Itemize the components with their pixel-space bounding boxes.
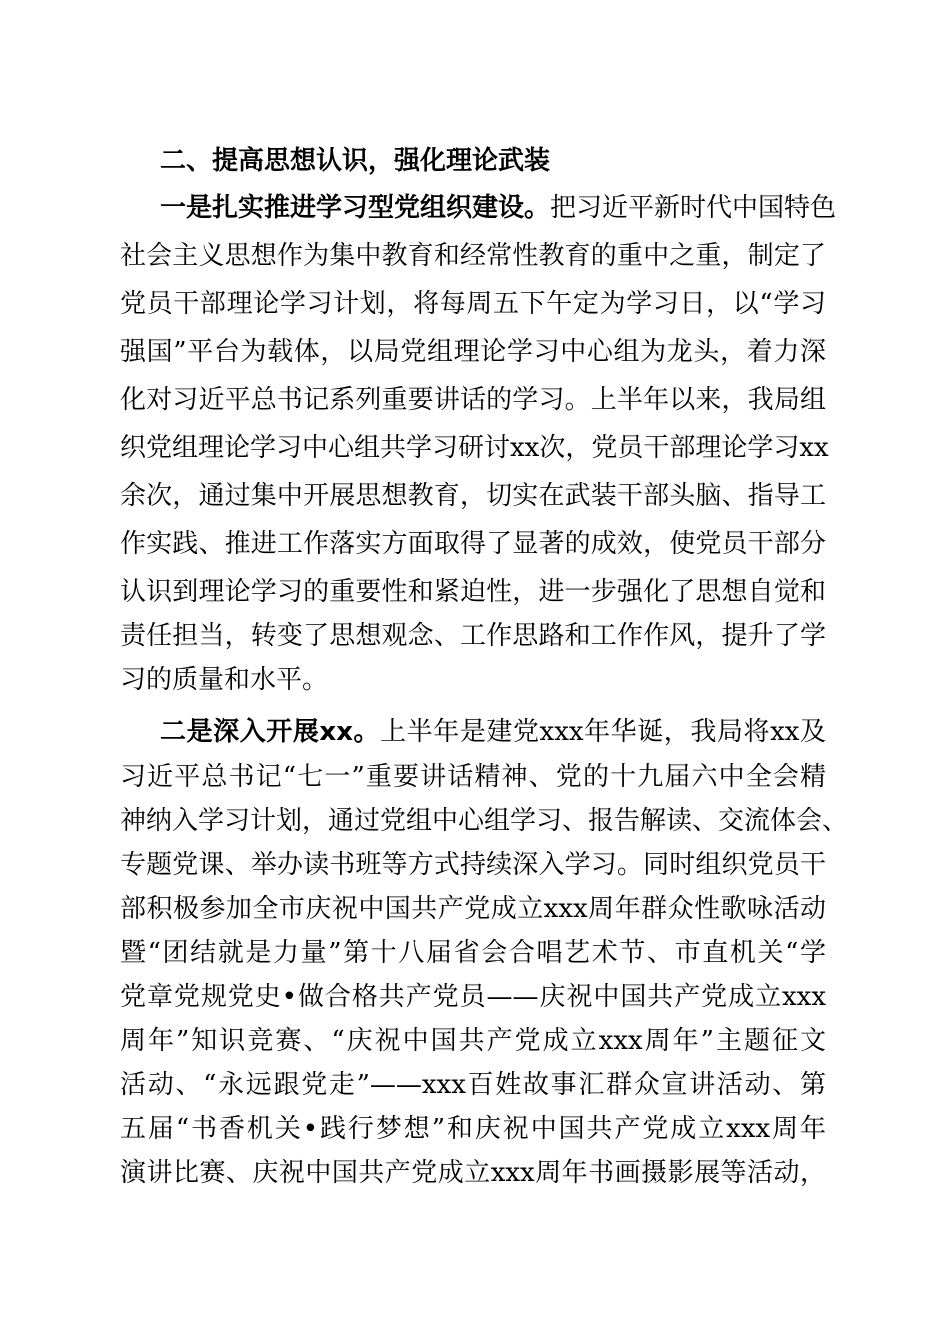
paragraph-1-text: 责任担当，转变了思想观念、工作思路和工作作风，提升了学 [120,621,826,651]
paragraph-2-line [0,1061,950,1109]
paragraph-1-line [0,232,950,280]
paragraph-2-line [0,1149,950,1197]
paragraph-2-text: 演讲比赛、庆祝中国共产党成立xxx周年书画摄影展等活动， [120,1158,826,1188]
paragraph-1-lead: 一是扎实推进学习型党组织建设。 [160,193,551,223]
paragraph-1-text: 织党组理论学习中心组共学习研讨xx次，党员干部理论学习xx [120,433,829,463]
paragraph-1-line [0,376,950,424]
paragraph-2-line [0,885,950,933]
paragraph-2-line [0,1105,950,1153]
paragraph-1-text: 党员干部理论学习计划，将每周五下午定为学习日，以“学习 [120,289,826,319]
paragraph-2-line [0,841,950,889]
paragraph-1-line [0,520,950,568]
paragraph-1-text: 习的质量和水平。 [120,665,329,695]
paragraph-1-line [0,656,950,704]
paragraph-1-line [0,472,950,520]
paragraph-1-line [0,424,950,472]
paragraph-2-text: 部积极参加全市庆祝中国共产党成立xxx周年群众性歌咏活动 [120,894,826,924]
paragraph-1-text: 社会主义思想作为集中教育和经常性教育的重中之重，制定了 [120,241,826,271]
paragraph-2-line [0,973,950,1021]
paragraph-2-line [0,708,950,756]
paragraph-2-text: 习近平总书记“七一”重要讲话精神、党的十九届六中全会精 [120,762,826,792]
paragraph-1-line [0,184,950,232]
paragraph-1-text: 强国”平台为载体，以局党组理论学习中心组为龙头，着力深 [120,337,826,367]
paragraph-2-lead: 二是深入开展xx。 [160,717,381,747]
section-heading: 二、提高思想认识，强化理论武装 [160,146,551,176]
paragraph-1-text: 余次，通过集中开展思想教育，切实在武装干部头脑、指导工 [120,481,826,511]
paragraph-1-line [0,280,950,328]
paragraph-2-text: 神纳入学习计划，通过党组中心组学习、报告解读、交流体会、 [120,806,849,836]
paragraph-1-line [0,568,950,616]
paragraph-2-text: 五届“书香机关•践行梦想”和庆祝中国共产党成立xxx周年 [120,1114,826,1144]
paragraph-2-text: 党章党规党史•做合格共产党员——庆祝中国共产党成立xxx [120,982,826,1012]
paragraph-1-text: 化对习近平总书记系列重要讲话的学习。上半年以来，我局组 [120,385,826,415]
paragraph-1-line [0,328,950,376]
paragraph-1-line [0,612,950,660]
paragraph-2-text: 周年”知识竞赛、“庆祝中国共产党成立xxx周年”主题征文 [120,1026,826,1056]
paragraph-2-line [0,1017,950,1065]
paragraph-2-line [0,797,950,845]
paragraph-1-text: 认识到理论学习的重要性和紧迫性，进一步强化了思想自觉和 [120,577,826,607]
paragraph-1-text: 把习近平新时代中国特色 [550,193,837,223]
paragraph-1-text: 作实践、推进工作落实方面取得了显著的成效，使党员干部分 [120,529,826,559]
paragraph-2-line [0,753,950,801]
paragraph-2-text: 上半年是建党xxx年华诞，我局将xx及 [380,717,826,747]
paragraph-2-text: 活动、“永远跟党走”——xxx百姓故事汇群众宣讲活动、第 [120,1070,826,1100]
paragraph-2-text: 专题党课、举办读书班等方式持续深入学习。同时组织党员干 [120,850,826,880]
paragraph-2-line [0,929,950,977]
paragraph-2-text: 暨“团结就是力量”第十八届省会合唱艺术节、市直机关“学 [120,938,826,968]
